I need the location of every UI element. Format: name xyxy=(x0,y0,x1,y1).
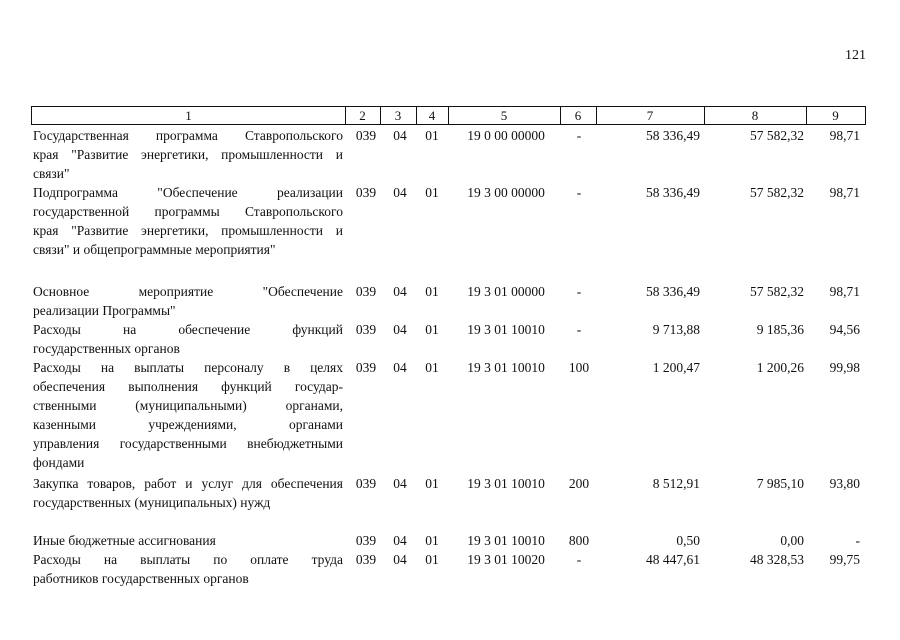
header-divider xyxy=(806,107,807,124)
row-name-line: работников государственных органов xyxy=(33,571,249,586)
cell-col-5: 19 3 01 00000 xyxy=(467,284,545,299)
row-name xyxy=(33,183,343,259)
cell-col-8: 57 582,32 xyxy=(750,284,804,299)
cell-col-2: 039 xyxy=(355,552,377,567)
cell-col-3: 04 xyxy=(393,533,407,548)
cell-col-9: 98,71 xyxy=(829,284,860,299)
header-divider xyxy=(380,107,381,124)
cell-col-6: - xyxy=(576,552,582,567)
cell-col-8: 1 200,26 xyxy=(756,360,804,375)
cell-col-3: 04 xyxy=(393,128,407,143)
cell-col-4: 01 xyxy=(425,322,439,337)
cell-col-6: - xyxy=(576,128,582,143)
cell-col-2: 039 xyxy=(355,476,377,491)
cell-col-7: 58 336,49 xyxy=(646,284,700,299)
cell-col-3: 04 xyxy=(393,185,407,200)
row-name-line: Основное мероприятие "Обеспечение xyxy=(33,284,343,299)
page-number: 121 xyxy=(845,48,866,63)
cell-col-5: 19 0 00 00000 xyxy=(467,128,545,143)
header-cell-4: 4 xyxy=(428,108,436,123)
row-name-line: реализации Программы" xyxy=(33,303,176,318)
cell-col-9: 98,71 xyxy=(829,185,860,200)
header-divider xyxy=(560,107,561,124)
cell-col-4: 01 xyxy=(425,185,439,200)
header-cell-8: 8 xyxy=(751,108,759,123)
cell-col-3: 04 xyxy=(393,284,407,299)
row-name-line: обеспечения выполнения функций государ- xyxy=(33,379,343,394)
cell-col-2: 039 xyxy=(355,360,377,375)
cell-col-5: 19 3 00 00000 xyxy=(467,185,545,200)
row-name-line: Расходы на выплаты персоналу в целях xyxy=(33,360,343,375)
cell-col-9: 99,75 xyxy=(829,552,860,567)
cell-col-2: 039 xyxy=(355,185,377,200)
row-name-line: Расходы на выплаты по оплате труда xyxy=(33,552,343,567)
cell-col-4: 01 xyxy=(425,533,439,548)
header-cell-9: 9 xyxy=(832,108,839,123)
table-header-row xyxy=(31,106,866,125)
cell-col-8: 7 985,10 xyxy=(756,476,804,491)
cell-col-9: 93,80 xyxy=(829,476,860,491)
cell-col-4: 01 xyxy=(425,128,439,143)
cell-col-5: 19 3 01 10010 xyxy=(467,533,545,548)
row-name xyxy=(33,550,343,588)
cell-col-9: - xyxy=(855,533,860,548)
row-name-line: края "Развитие энергетики, промышленности и xyxy=(33,223,343,238)
header-cell-3: 3 xyxy=(394,108,402,123)
cell-col-3: 04 xyxy=(393,360,407,375)
cell-col-8: 57 582,32 xyxy=(750,185,804,200)
row-name-line: ственными (муниципальными) органами, xyxy=(33,398,343,413)
row-name-line: Закупка товаров, работ и услуг для обеспечения xyxy=(33,476,343,491)
row-name-line: Государственная программа Ставропольского xyxy=(33,128,343,143)
cell-col-8: 48 328,53 xyxy=(750,552,804,567)
cell-col-5: 19 3 01 10010 xyxy=(467,322,545,337)
cell-col-9: 94,56 xyxy=(829,322,860,337)
cell-col-2: 039 xyxy=(355,322,377,337)
cell-col-4: 01 xyxy=(425,284,439,299)
row-name xyxy=(33,320,343,358)
cell-col-7: 58 336,49 xyxy=(646,185,700,200)
row-name-line: государственных органов xyxy=(33,341,180,356)
header-cell-2: 2 xyxy=(359,108,366,123)
row-name-line: управления государственными внебюджетными xyxy=(33,436,343,451)
cell-col-7: 1 200,47 xyxy=(652,360,700,375)
row-name-line: связи" и общепрограммные мероприятия" xyxy=(33,242,276,257)
row-name xyxy=(33,531,343,550)
cell-col-6: 100 xyxy=(568,360,590,375)
cell-col-7: 58 336,49 xyxy=(646,128,700,143)
header-divider xyxy=(448,107,449,124)
cell-col-8: 9 185,36 xyxy=(756,322,804,337)
cell-col-6: - xyxy=(576,322,582,337)
header-divider xyxy=(416,107,417,124)
row-name xyxy=(33,358,343,472)
cell-col-5: 19 3 01 10020 xyxy=(467,552,545,567)
header-cell-7: 7 xyxy=(646,108,654,123)
row-name-line: фондами xyxy=(33,455,85,470)
cell-col-4: 01 xyxy=(425,476,439,491)
header-divider xyxy=(345,107,346,124)
cell-col-3: 04 xyxy=(393,552,407,567)
header-cell-5: 5 xyxy=(500,108,508,123)
row-name-line: Иные бюджетные ассигнования xyxy=(33,533,216,548)
cell-col-8: 57 582,32 xyxy=(750,128,804,143)
cell-col-9: 99,98 xyxy=(829,360,860,375)
cell-col-3: 04 xyxy=(393,322,407,337)
row-name-line: края "Развитие энергетики, промышленности и xyxy=(33,147,343,162)
row-name-line: казенными учреждениями, органами xyxy=(33,417,343,432)
cell-col-9: 98,71 xyxy=(829,128,860,143)
row-name xyxy=(33,282,343,320)
cell-col-2: 039 xyxy=(355,128,377,143)
cell-col-2: 039 xyxy=(355,533,377,548)
row-name xyxy=(33,126,343,183)
header-divider xyxy=(596,107,597,124)
cell-col-7: 48 447,61 xyxy=(646,552,700,567)
cell-col-7: 9 713,88 xyxy=(652,322,700,337)
cell-col-4: 01 xyxy=(425,552,439,567)
cell-col-6: - xyxy=(576,185,582,200)
row-name-line: государственных (муниципальных) нужд xyxy=(33,495,271,510)
cell-col-7: 0,50 xyxy=(676,533,700,548)
cell-col-6: - xyxy=(576,284,582,299)
row-name-line: связи" xyxy=(33,166,70,181)
cell-col-4: 01 xyxy=(425,360,439,375)
cell-col-7: 8 512,91 xyxy=(652,476,700,491)
cell-col-6: 800 xyxy=(568,533,590,548)
cell-col-3: 04 xyxy=(393,476,407,491)
row-name-line: Расходы на обеспечение функций xyxy=(33,322,343,337)
cell-col-5: 19 3 01 10010 xyxy=(467,360,545,375)
header-cell-6: 6 xyxy=(574,108,582,123)
row-name-line: Подпрограмма "Обеспечение реализации xyxy=(33,185,343,200)
row-name xyxy=(33,474,343,512)
cell-col-8: 0,00 xyxy=(780,533,804,548)
cell-col-6: 200 xyxy=(568,476,590,491)
cell-col-5: 19 3 01 10010 xyxy=(467,476,545,491)
cell-col-2: 039 xyxy=(355,284,377,299)
header-divider xyxy=(704,107,705,124)
header-cell-1: 1 xyxy=(185,108,192,123)
row-name-line: государственной программы Ставропольского xyxy=(33,204,343,219)
